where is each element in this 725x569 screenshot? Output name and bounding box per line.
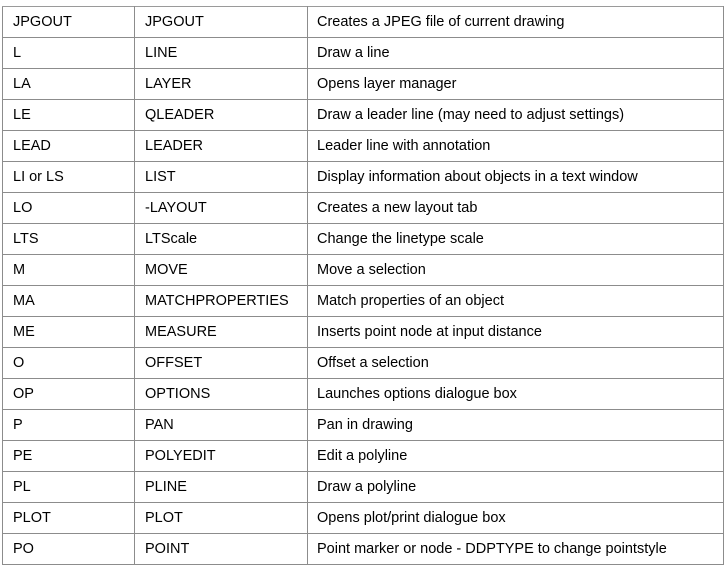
table-row	[3, 193, 724, 224]
table-row	[3, 131, 724, 162]
table-row	[3, 286, 724, 317]
description-cell: Pan in drawing	[308, 410, 724, 441]
alias-cell: O	[3, 348, 135, 379]
command-alias-table	[2, 6, 724, 565]
table-row	[3, 100, 724, 131]
description-cell: Leader line with annotation	[308, 131, 724, 162]
description-cell: Match properties of an object	[308, 286, 724, 317]
alias-cell: OP	[3, 379, 135, 410]
alias-cell: PE	[3, 441, 135, 472]
table-row	[3, 441, 724, 472]
table-row	[3, 69, 724, 100]
command-cell: LIST	[135, 162, 308, 193]
description-cell: Move a selection	[308, 255, 724, 286]
table-row	[3, 348, 724, 379]
table-row	[3, 162, 724, 193]
alias-cell: LA	[3, 69, 135, 100]
description-cell: Draw a line	[308, 38, 724, 69]
command-cell: PLOT	[135, 503, 308, 534]
table-row	[3, 534, 724, 565]
table-row	[3, 317, 724, 348]
alias-cell: ME	[3, 317, 135, 348]
alias-cell: LTS	[3, 224, 135, 255]
alias-cell: LEAD	[3, 131, 135, 162]
alias-cell: PL	[3, 472, 135, 503]
alias-cell: PLOT	[3, 503, 135, 534]
description-cell: Draw a polyline	[308, 472, 724, 503]
command-cell: LAYER	[135, 69, 308, 100]
description-cell: Inserts point node at input distance	[308, 317, 724, 348]
command-cell: MEASURE	[135, 317, 308, 348]
description-cell: Launches options dialogue box	[308, 379, 724, 410]
table-row	[3, 503, 724, 534]
alias-cell: P	[3, 410, 135, 441]
command-cell: LTScale	[135, 224, 308, 255]
command-cell: OFFSET	[135, 348, 308, 379]
command-cell: -LAYOUT	[135, 193, 308, 224]
command-cell: POLYEDIT	[135, 441, 308, 472]
description-cell: Offset a selection	[308, 348, 724, 379]
command-cell: POINT	[135, 534, 308, 565]
alias-cell: LE	[3, 100, 135, 131]
description-cell: Change the linetype scale	[308, 224, 724, 255]
table-row	[3, 410, 724, 441]
alias-cell: JPGOUT	[3, 7, 135, 38]
description-cell: Creates a new layout tab	[308, 193, 724, 224]
command-cell: QLEADER	[135, 100, 308, 131]
description-cell: Creates a JPEG file of current drawing	[308, 7, 724, 38]
description-cell: Opens layer manager	[308, 69, 724, 100]
alias-cell: L	[3, 38, 135, 69]
description-cell: Display information about objects in a text window	[308, 162, 724, 193]
alias-cell: LO	[3, 193, 135, 224]
table-row	[3, 7, 724, 38]
table-row	[3, 224, 724, 255]
command-cell: PLINE	[135, 472, 308, 503]
command-cell: MOVE	[135, 255, 308, 286]
command-cell: LINE	[135, 38, 308, 69]
command-cell: PAN	[135, 410, 308, 441]
description-cell: Point marker or node - DDPTYPE to change pointstyle	[308, 534, 724, 565]
alias-cell: LI or LS	[3, 162, 135, 193]
description-cell: Opens plot/print dialogue box	[308, 503, 724, 534]
alias-cell: MA	[3, 286, 135, 317]
table-row	[3, 472, 724, 503]
table-row	[3, 255, 724, 286]
description-cell: Draw a leader line (may need to adjust settings)	[308, 100, 724, 131]
command-cell: OPTIONS	[135, 379, 308, 410]
description-cell: Edit a polyline	[308, 441, 724, 472]
alias-cell: PO	[3, 534, 135, 565]
alias-cell: M	[3, 255, 135, 286]
command-cell: LEADER	[135, 131, 308, 162]
command-cell: MATCHPROPERTIES	[135, 286, 308, 317]
table-row	[3, 38, 724, 69]
table-row	[3, 379, 724, 410]
command-cell: JPGOUT	[135, 7, 308, 38]
